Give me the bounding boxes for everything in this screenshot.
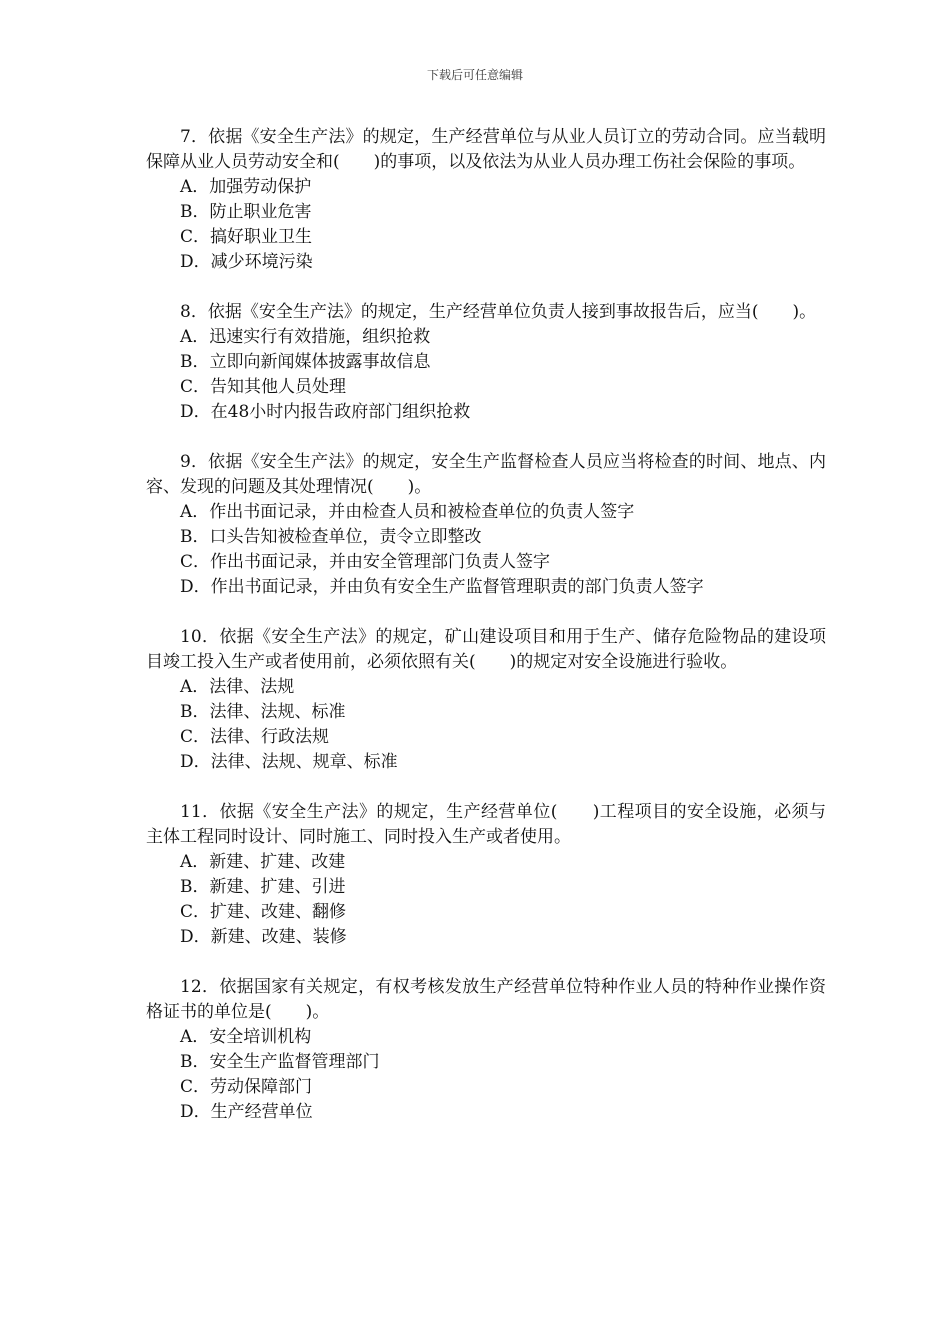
question-8 bbox=[146, 300, 826, 425]
option-b: B．安全生产监督管理部门 bbox=[180, 1052, 380, 1072]
option-b: B．口头告知被检查单位，责令立即整改 bbox=[180, 527, 482, 547]
option-c: C．作出书面记录，并由安全管理部门负责人签字 bbox=[180, 552, 551, 572]
option-d: D．在48小时内报告政府部门组织抢救 bbox=[180, 402, 471, 422]
option-c: C．告知其他人员处理 bbox=[180, 377, 347, 397]
option-list bbox=[146, 1025, 826, 1125]
question-text: 9．依据《安全生产法》的规定，安全生产监督检查人员应当将检查的时间、地点、内容、发现的问题及其处理情况( )。 bbox=[146, 452, 826, 497]
option-d: D．减少环境污染 bbox=[180, 252, 313, 272]
option-a: A．新建、扩建、改建 bbox=[180, 852, 346, 872]
option-d: D．法律、法规、规章、标准 bbox=[180, 752, 398, 772]
option-a: A．加强劳动保护 bbox=[180, 177, 312, 197]
page-header: 下载后可任意编辑 bbox=[426, 68, 523, 82]
option-b: B．法律、法规、标准 bbox=[180, 702, 346, 722]
question-text: 12．依据国家有关规定，有权考核发放生产经营单位特种作业人员的特种作业操作资格证书的单位是( )。 bbox=[146, 977, 826, 1022]
option-list bbox=[146, 500, 826, 600]
question-text: 11．依据《安全生产法》的规定，生产经营单位( )工程项目的安全设施，必须与主体工程同时设计、同时施工、同时投入生产或者使用。 bbox=[146, 802, 826, 847]
question-text: 10．依据《安全生产法》的规定，矿山建设项目和用于生产、储存危险物品的建设项目竣工投入生产或者使用前，必须依照有关( )的规定对安全设施进行验收。 bbox=[146, 627, 826, 672]
option-b: B．新建、扩建、引进 bbox=[180, 877, 346, 897]
option-a: A．法律、法规 bbox=[180, 677, 295, 697]
option-c: C．搞好职业卫生 bbox=[180, 227, 313, 247]
question-text: 8．依据《安全生产法》的规定，生产经营单位负责人接到事故报告后，应当( )。 bbox=[180, 302, 817, 322]
option-c: C．劳动保障部门 bbox=[180, 1077, 313, 1097]
option-list bbox=[146, 675, 826, 775]
question-list bbox=[146, 125, 826, 1150]
option-a: A．迅速实行有效措施，组织抢救 bbox=[180, 327, 431, 347]
option-a: A．作出书面记录，并由检查人员和被检查单位的负责人签字 bbox=[180, 502, 635, 522]
option-list bbox=[146, 850, 826, 950]
option-list bbox=[146, 325, 826, 425]
option-a: A．安全培训机构 bbox=[180, 1027, 312, 1047]
question-11 bbox=[146, 800, 826, 950]
question-9 bbox=[146, 450, 826, 600]
option-c: C．法律、行政法规 bbox=[180, 727, 330, 747]
option-list bbox=[146, 175, 826, 275]
option-d: D．作出书面记录，并由负有安全生产监督管理职责的部门负责人签字 bbox=[180, 577, 704, 597]
option-b: B．防止职业危害 bbox=[180, 202, 312, 222]
option-c: C．扩建、改建、翻修 bbox=[180, 902, 347, 922]
option-d: D．生产经营单位 bbox=[180, 1102, 313, 1122]
option-b: B．立即向新闻媒体披露事故信息 bbox=[180, 352, 431, 372]
question-10 bbox=[146, 625, 826, 775]
option-d: D．新建、改建、装修 bbox=[180, 927, 347, 947]
question-7 bbox=[146, 125, 826, 275]
question-12 bbox=[146, 975, 826, 1125]
question-text: 7．依据《安全生产法》的规定，生产经营单位与从业人员订立的劳动合同。应当载明保障从业人员劳动安全和( )的事项，以及依法为从业人员办理工伤社会保险的事项。 bbox=[146, 127, 826, 172]
